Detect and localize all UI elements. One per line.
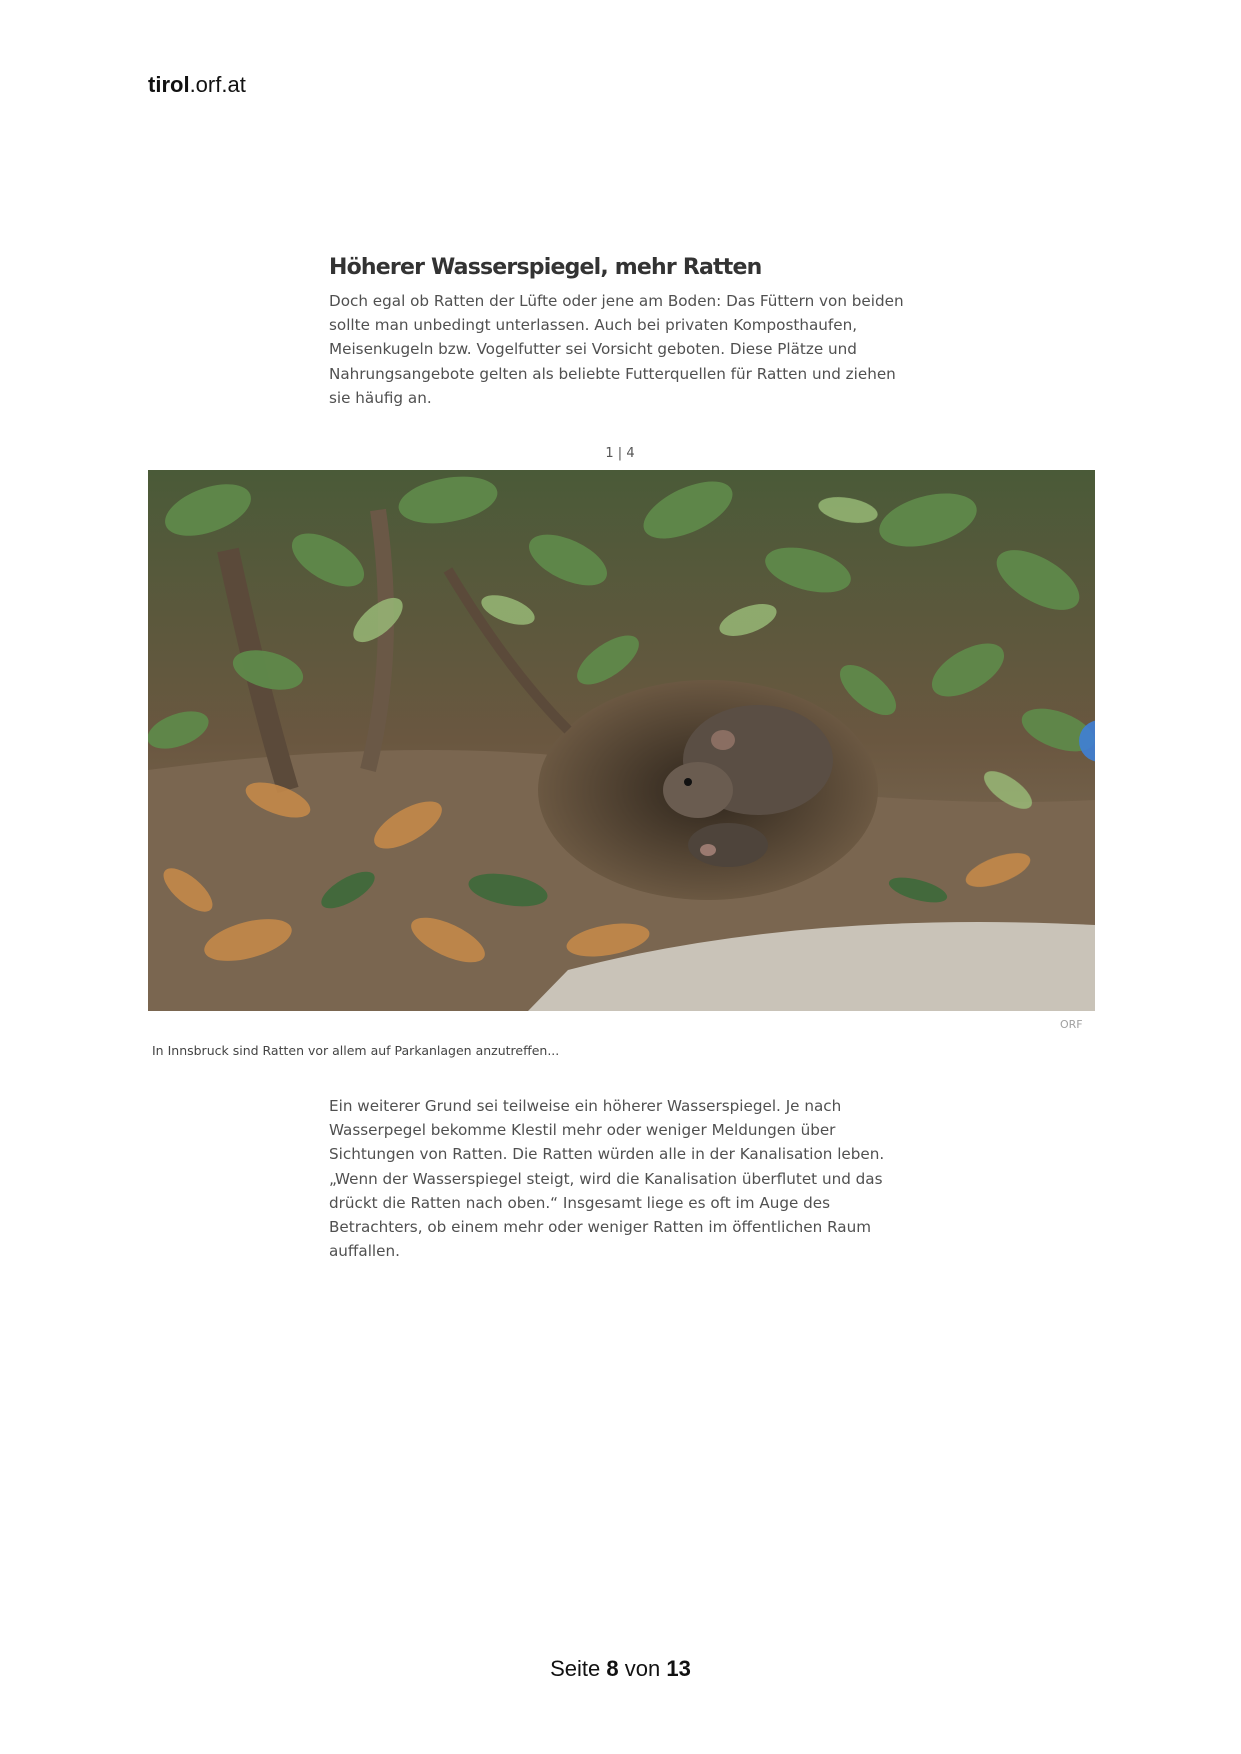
rat-photo-illustration [148,470,1095,1011]
total-page-count: 13 [666,1656,691,1681]
gallery-photo[interactable] [148,470,1095,1011]
gallery-counter: 1 | 4 [605,446,635,461]
article-heading: Höherer Wasserspiegel, mehr Ratten [329,255,762,280]
page-footer [0,1656,1241,1682]
photo-caption: In Innsbruck sind Ratten vor allem auf Parkanlagen anzutreffen... [152,1043,560,1058]
site-name-bold: tirol [148,72,190,97]
article-paragraph-1: Doch egal ob Ratten der Lüfte oder jene am Boden: Das Füttern von beiden sollte man unbedingt unterlassen. Auch bei privaten Komposthaufen, Meisenkugeln bzw. Vogelfutter sei Vorsicht geboten. Diese Plätze und Nahrungsangebote gelten als beliebte Futterquellen für Ratten und ziehen sie häufig an. [329,292,904,407]
current-page-number: 8 [606,1656,619,1681]
footer-middle: von [624,1656,661,1681]
footer-prefix: Seite [550,1656,601,1681]
site-name-domain: .orf.at [189,72,246,97]
photo-credit: ORF [1060,1018,1083,1031]
site-header [148,72,246,98]
article-paragraph-2: Ein weiterer Grund sei teilweise ein höherer Wasserspiegel. Je nach Wasserpegel bekomme Klestil mehr oder weniger Meldungen über Sichtungen von Ratten. Die Ratten würden alle in der Kanalisation leben. „Wenn der Wasserspiegel steigt, wird die Kanalisation überflutet und das drückt die Ratten nach oben.“ Insgesamt liege es oft im Auge des Betrachters, ob einem mehr oder weniger Ratten im öffentlichen Raum auffallen. [329,1097,885,1261]
